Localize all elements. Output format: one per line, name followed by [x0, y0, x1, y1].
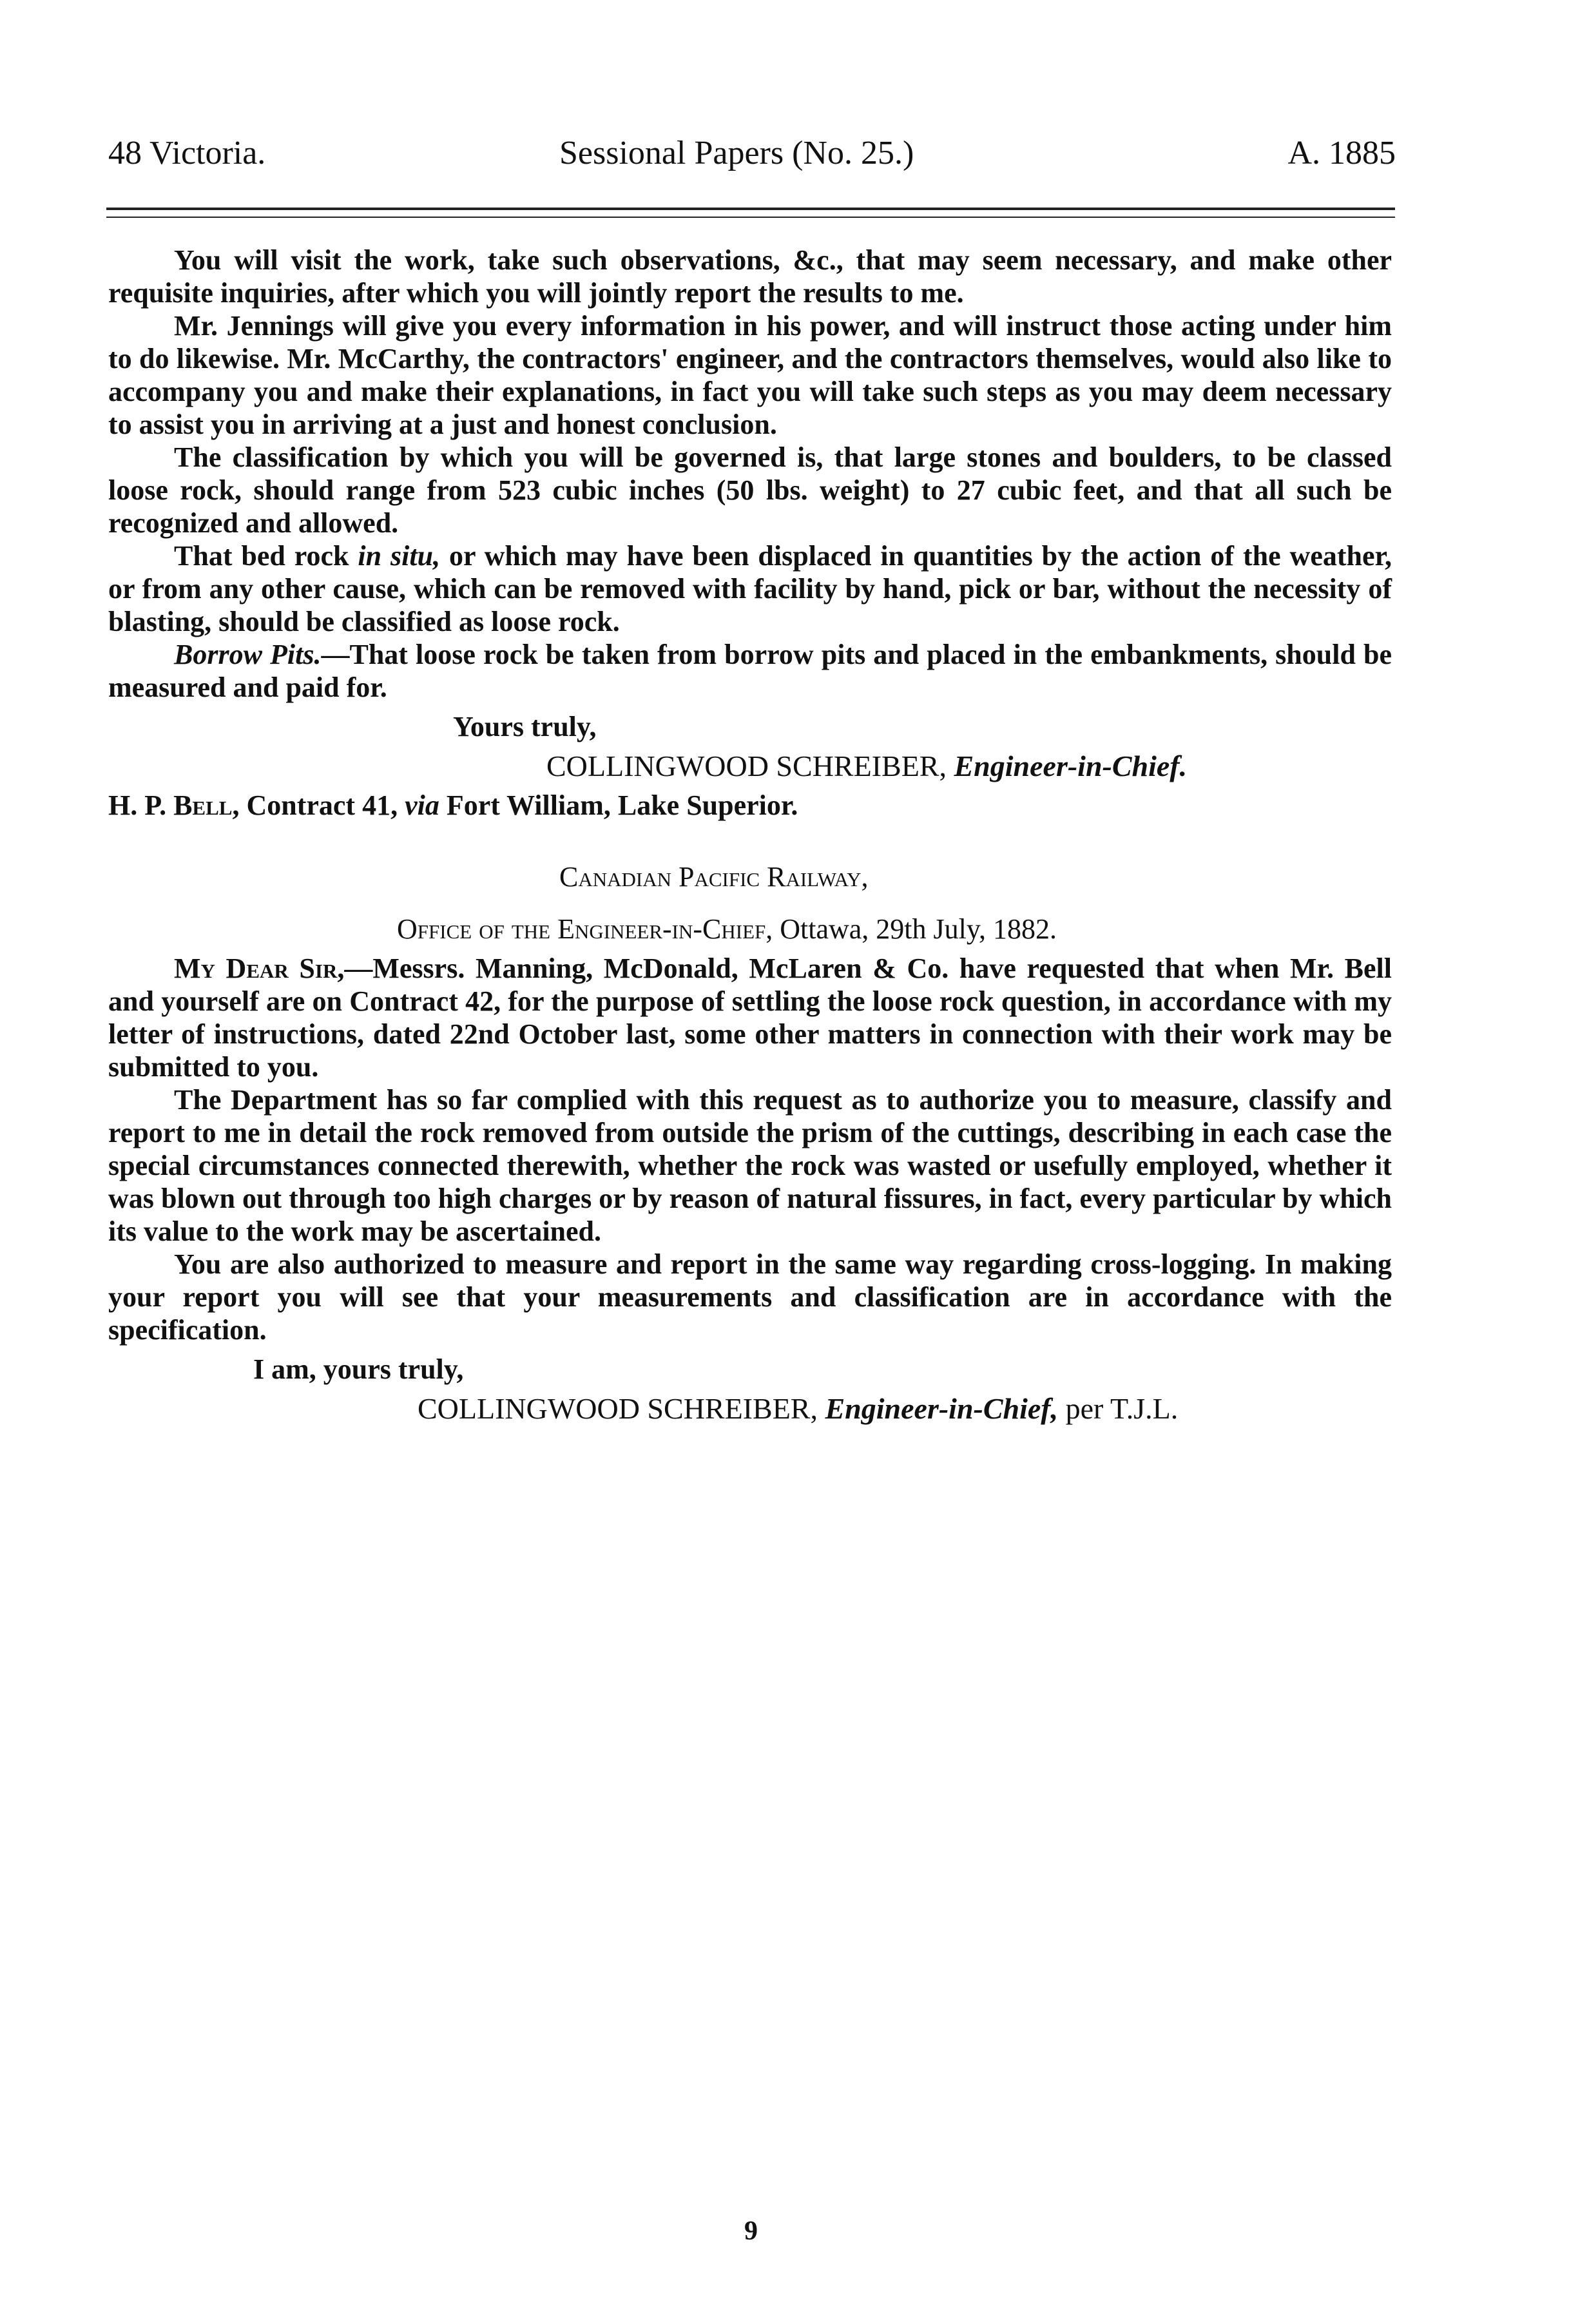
page-number: 9 [744, 2216, 758, 2246]
office-date: , Ottawa, 29th July, 1882. [766, 913, 1057, 945]
letter2-heading-railway: Canadian Pacific Railway, [559, 861, 869, 893]
letter1-addressee [108, 789, 1392, 822]
header-rule-thick [106, 208, 1395, 210]
header-year: A. 1885 [1287, 135, 1396, 171]
letter2-signature [108, 1392, 1392, 1425]
letter1-signature [108, 750, 1392, 782]
para4-text-a: That bed rock [174, 540, 358, 572]
letter2-closing: I am, yours truly, [253, 1353, 464, 1385]
para4-text-b: or which may have been displaced in quantities by the action of the weather, or from any other cause, which can be removed with facility by hand, pick or bar, without the necessity of blasting, should be classified as loose rock. [108, 540, 1392, 637]
salutation: My Dear Sir, [174, 953, 345, 984]
letter1-paragraph-4 [108, 539, 1392, 638]
letter1-paragraph-3: The classification by which you will be governed is, that large stones and boulders, to be classed loose rock, should range from 523 cubic inches (50 lbs. weight) to 27 cubic feet, and that all such be recognized and allowed. [108, 441, 1392, 539]
header-rule-thin [106, 217, 1395, 218]
office-name: Office of the Engineer-in-Chief [397, 913, 766, 945]
letter1-closing: Yours truly, [453, 711, 597, 742]
letter2-paragraph-1 [108, 952, 1392, 1083]
addressee-via: via [405, 789, 439, 821]
borrow-pits-heading: Borrow Pits. [174, 639, 322, 670]
letter2-signature-name: COLLINGWOOD SCHREIBER, [418, 1392, 825, 1425]
addressee-name: H. P. Bell [108, 789, 233, 821]
header-volume: 48 Victoria. [108, 135, 266, 171]
letter2-signature-per: per T.J.L. [1058, 1392, 1179, 1425]
para4-italic: in situ, [358, 540, 441, 572]
letter1-paragraph-1: You will visit the work, take such observations, &c., that may seem necessary, and make other requisite inquiries, after which you will jointly report the results to me. [108, 244, 1392, 309]
page-header [108, 128, 1396, 179]
letter1-paragraph-5 [108, 638, 1392, 704]
letter2-paragraph-2: The Department has so far complied with this request as to authorize you to measure, classify and report to me in detail the rock removed from outside the prism of the cuttings, describing in each case the special circumstances connected therewith, whether the rock was wasted or usefully employed, whether it was blown out through too high charges or by reason of natural fissures, in fact, every particular by which its value to the work may be ascertained. [108, 1084, 1392, 1247]
addressee-rest-b: Fort William, Lake Superior. [439, 789, 798, 821]
letter1-signature-name: COLLINGWOOD SCHREIBER, [546, 750, 954, 782]
letter1-signature-title: Engineer-in-Chief. [954, 750, 1188, 782]
para5-text: —That loose rock be taken from borrow pits and placed in the embankments, should be measured and paid for. [108, 639, 1392, 703]
letter1-paragraph-2: Mr. Jennings will give you every information in his power, and will instruct those acting under him to do likewise. Mr. McCarthy, the contractors' engineer, and the contractors themselves, would also like to accompany you and make their explanations, in fact you will take such steps as you may deem necessary to assist you in arriving at a just and honest conclusion. [108, 310, 1392, 440]
letter2-heading-office [108, 913, 1392, 945]
letter2-paragraph-3: You are also authorized to measure and report in the same way regarding cross-logging. In making your report you will see that your measurements and classification are in accordance with the specification. [108, 1248, 1392, 1346]
addressee-rest-a: , Contract 41, [232, 789, 405, 821]
page-body [108, 244, 1392, 1425]
letter2-para1-text: —Messrs. Manning, McDonald, McLaren & Co. have requested that when Mr. Bell and yourself are on Contract 42, for the purpose of settling the loose rock question, in accordance with my letter of instructions, dated 22nd October last, some other matters in connection with their work may be submitted to you. [108, 953, 1392, 1083]
letter2-signature-title: Engineer-in-Chief, [825, 1392, 1059, 1425]
header-title: Sessional Papers (No. 25.) [559, 135, 914, 171]
